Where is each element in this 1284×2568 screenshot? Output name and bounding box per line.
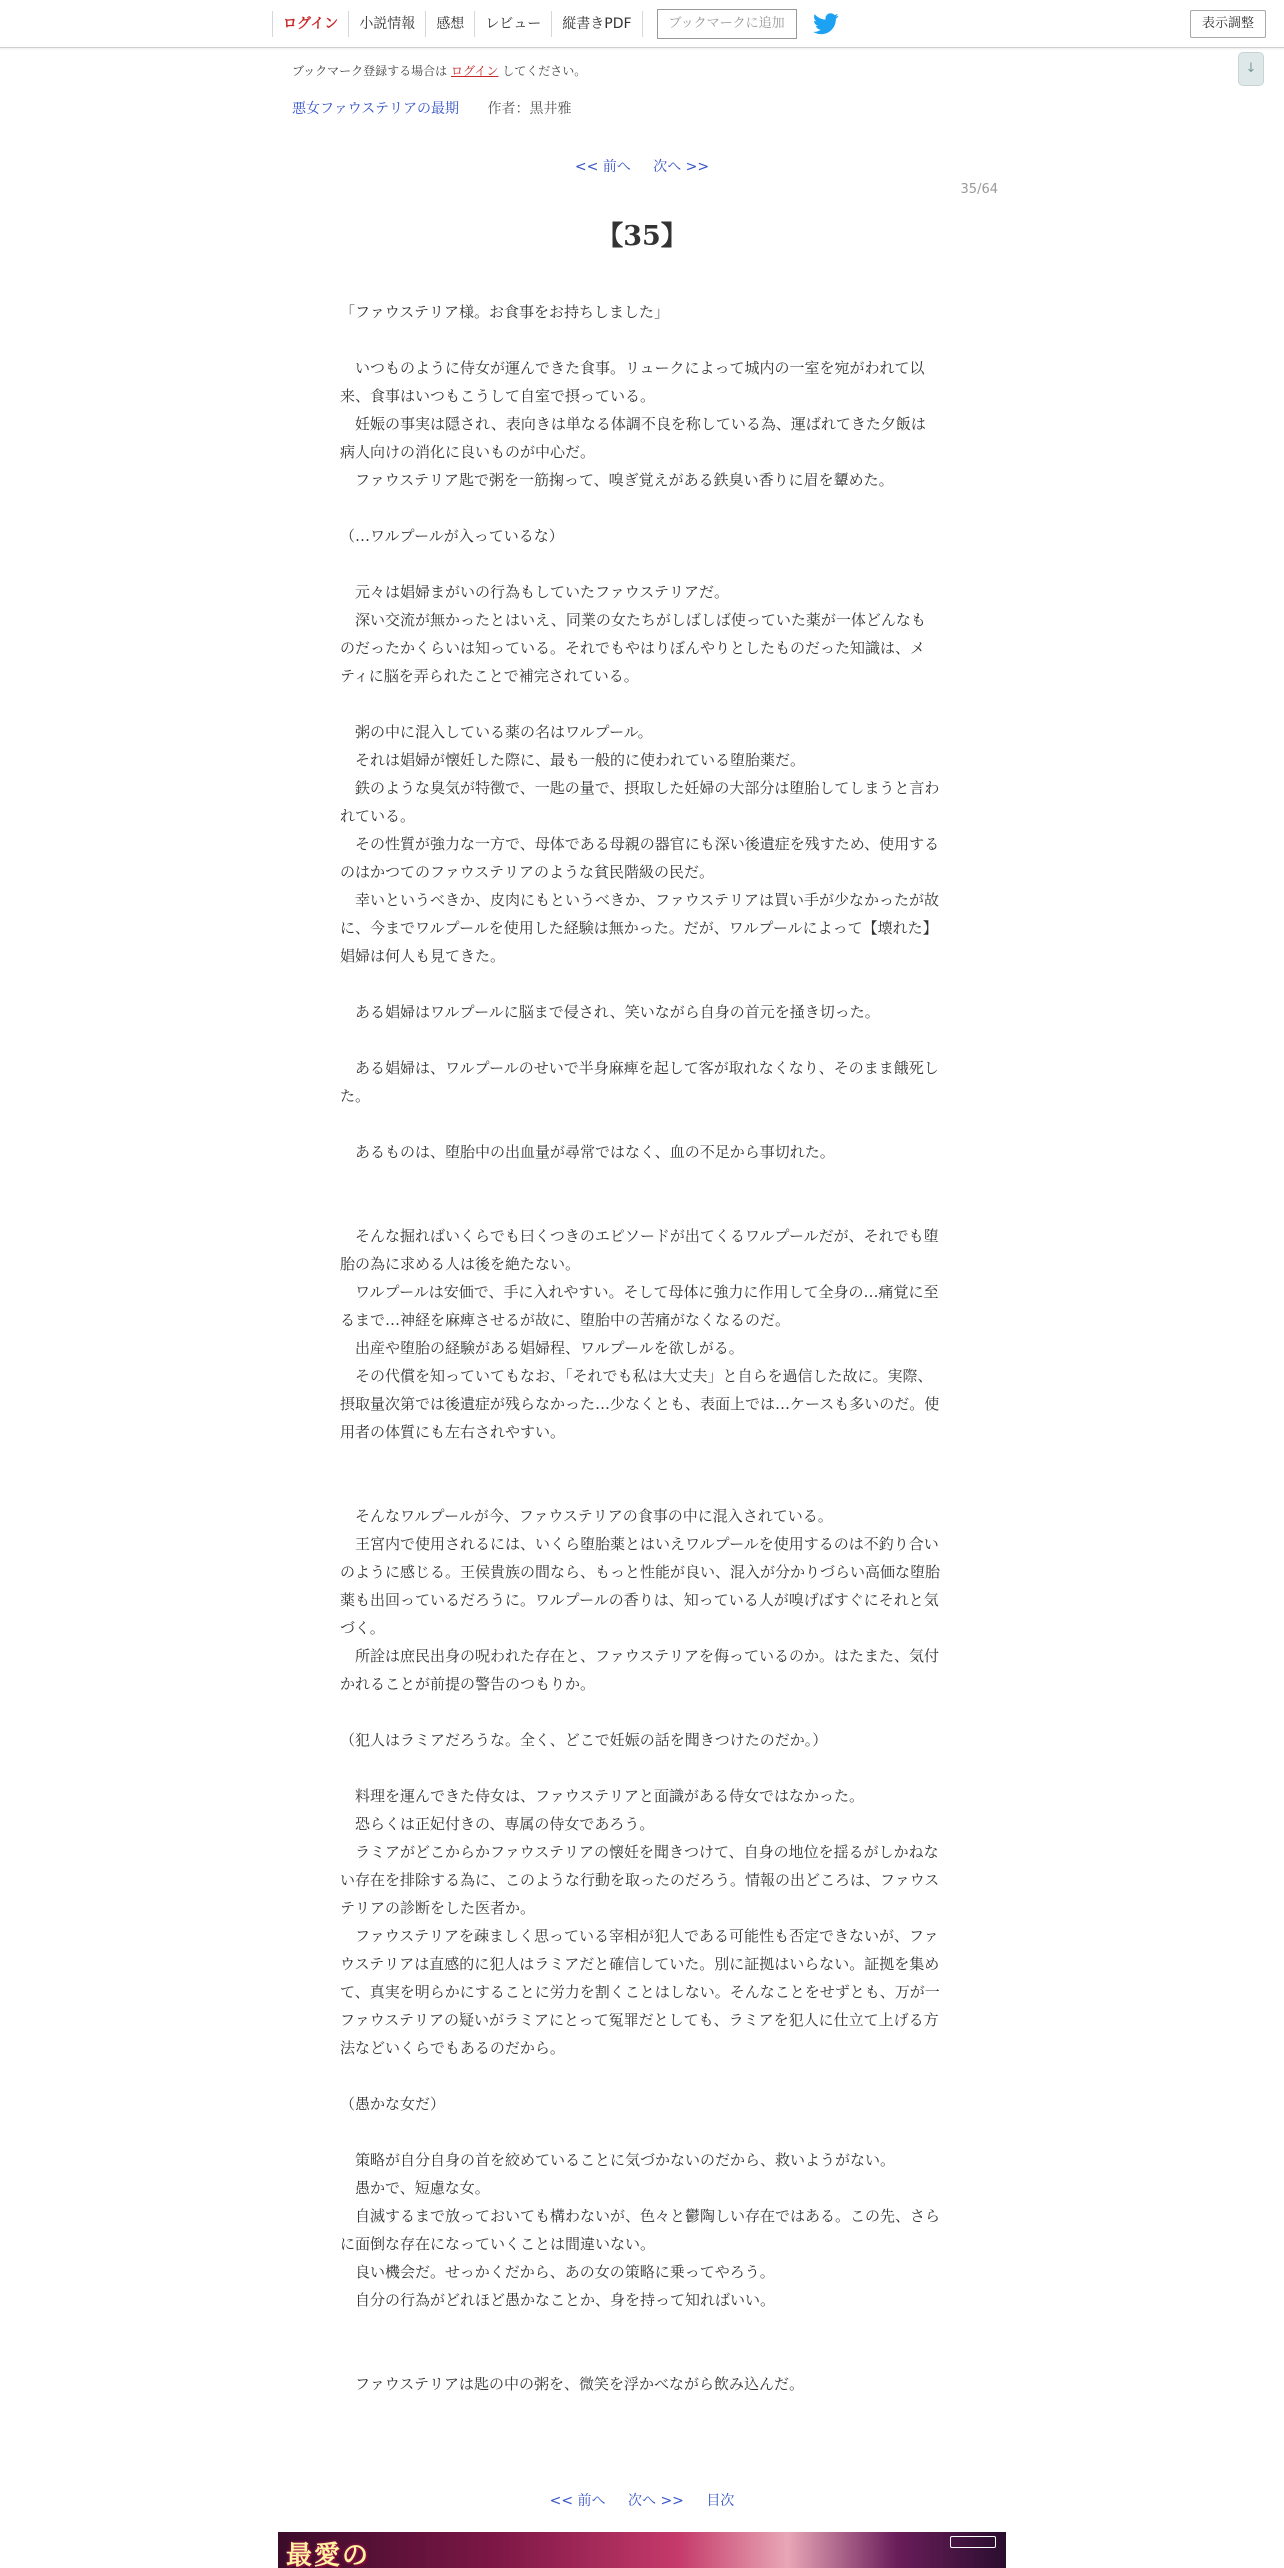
- impressions-link[interactable]: 感想: [425, 11, 474, 37]
- body-line: 愚かで、短慮な女。: [340, 2179, 490, 2197]
- body-line: 幸いというべきか、皮肉にもというべきか、ファウステリアは買い手が少なかったが故に、今までワルプールを使用した経験は無かった。だが、ワルプールによって【壊れた】娼婦は何人も見てきた。: [340, 891, 939, 965]
- vertical-pdf-link[interactable]: 縦書きPDF: [551, 11, 642, 37]
- top-nav-bar: [0, 0, 1284, 48]
- scroll-down-tab[interactable]: ↓: [1238, 52, 1264, 86]
- body-line: [340, 1166, 940, 1194]
- body-line: 元々は娼婦まがいの行為もしていたファウステリアだ。: [340, 583, 729, 601]
- body-line: あるものは、堕胎中の出血量が尋常ではなく、血の不足から事切れた。: [340, 1143, 835, 1161]
- body-line: 所詮は庶民出身の呪われた存在と、ファウステリアを侮っているのか。はたまた、気付かれることが前提の警告のつもりか。: [340, 1647, 939, 1693]
- login-link[interactable]: ログイン: [272, 11, 348, 37]
- prev-page-link-bottom[interactable]: << 前へ: [549, 2493, 606, 2509]
- body-line: [340, 690, 940, 718]
- body-line: 「ファウステリア様。お食事をお持ちしました」: [340, 303, 669, 321]
- body-line: それは娼婦が懐妊した際に、最も一般的に使われている堕胎薬だ。: [340, 751, 806, 769]
- body-line: 深い交流が無かったとはいえ、同業の女たちがしばしば使っていた薬が一体どんなものだったかくらいは知っている。それでもやはりぼんやりとしたものだった知識は、メティに脳を弄られたことで補完されている。: [340, 611, 926, 685]
- body-line: [340, 1474, 940, 1502]
- body-line: 料理を運んできた侍女は、ファウステリアと面識がある侍女ではなかった。: [340, 1787, 864, 1805]
- pager-bottom: [0, 2490, 1284, 2510]
- body-line: 自分の行為がどれほど愚かなことか、身を持って知ればいい。: [340, 2291, 776, 2309]
- body-line: ある娼婦はワルプールに脳まで侵され、笑いながら自身の首元を掻き切った。: [340, 1003, 880, 1021]
- body-line: ラミアがどこからかファウステリアの懐妊を聞きつけて、自身の地位を揺るがしかねない存在を排除する為に、このような行動を取ったのだろう。情報の出どころは、ファウステリアの診断をした医者か。: [340, 1843, 940, 1917]
- chapter-title: 【35】: [596, 221, 688, 252]
- bookmark-login-note: [292, 62, 586, 79]
- body-line: （愚かな女だ）: [340, 2095, 446, 2113]
- body-line: （…ワルプールが入っているな）: [340, 527, 564, 545]
- bookmark-add-button[interactable]: ブックマークに追加: [657, 9, 797, 39]
- body-line: その性質が強力な一方で、母体である母親の器官にも深い後遺症を残すため、使用するのはかつてのファウステリアのような貧民階級の民だ。: [340, 835, 940, 881]
- body-line: ワルプールは安価で、手に入れやすい。そして母体に強力に作用して全身の…痛覚に至るまで…神経を麻痺させるが故に、堕胎中の苦痛がなくなるのだ。: [340, 1283, 939, 1329]
- body-line: 策略が自分自身の首を絞めていることに気づかないのだから、救いようがない。: [340, 2151, 896, 2169]
- body-line: [340, 326, 940, 354]
- body-line: [340, 550, 940, 578]
- body-line: ある娼婦は、ワルプールのせいで半身麻痺を起して客が取れなくなり、そのまま餓死した。: [340, 1059, 939, 1105]
- login-note-suffix: してください。: [502, 64, 587, 78]
- body-line: [340, 2314, 940, 2342]
- body-line: [340, 1754, 940, 1782]
- body-line: [340, 2342, 940, 2370]
- body-line: [340, 1110, 940, 1138]
- body-line: 良い機会だ。せっかくだから、あの女の策略に乗ってやろう。: [340, 2263, 775, 2281]
- toc-link[interactable]: 目次: [706, 2493, 735, 2509]
- body-line: 自滅するまで放っておいても構わないが、色々と鬱陶しい存在ではある。この先、さらに面倒な存在になっていくことは間違いない。: [340, 2207, 941, 2253]
- login-note-link[interactable]: ログイン: [451, 64, 499, 78]
- body-line: そんなワルプールが今、ファウステリアの食事の中に混入されている。: [340, 1507, 833, 1525]
- review-link[interactable]: レビュー: [474, 11, 551, 37]
- novel-body: [340, 298, 940, 2398]
- body-line: [340, 1194, 940, 1222]
- body-line: [340, 970, 940, 998]
- ad-banner[interactable]: [278, 2532, 1006, 2568]
- body-line: 出産や堕胎の経験がある娼婦程、ワルプールを欲しがる。: [340, 1339, 744, 1357]
- body-line: （犯人はラミアだろうな。全く、どこで妊娠の話を聞きつけたのだか。）: [340, 1731, 828, 1749]
- body-line: [340, 494, 940, 522]
- next-page-link[interactable]: 次へ >>: [653, 159, 710, 175]
- body-line: 粥の中に混入している薬の名はワルプール。: [340, 723, 653, 741]
- body-line: [340, 2118, 940, 2146]
- next-page-link-bottom[interactable]: 次へ >>: [628, 2493, 684, 2509]
- body-line: いつものように侍女が運んできた食事。リュークによって城内の一室を宛がわれて以来、食事はいつもこうして自室で摂っている。: [340, 359, 925, 405]
- body-line: 恐らくは正妃付きの、専属の侍女であろう。: [340, 1815, 655, 1833]
- body-line: [340, 1698, 940, 1726]
- login-note-prefix: ブックマーク登録する場合は: [292, 64, 448, 78]
- twitter-bird-icon[interactable]: [813, 13, 839, 35]
- body-line: 王宮内で使用されるには、いくら堕胎薬とはいえワルプールを使用するのは不釣り合いのように感じる。王侯貴族の間なら、もっと性能が良い、混入が分かりづらい高価な堕胎薬も出回っているだろうに。ワルプールの香りは、知っている人が嗅げばすぐにそれと気づく。: [340, 1535, 941, 1637]
- banner-text: 最愛の: [286, 2541, 371, 2568]
- body-line: その代償を知っていてもなお、「それでも私は大丈夫」と自らを過信した故に。実際、摂取量次第では後遺症が残らなかった…少なくとも、表面上では…ケースも多いのだ。使用者の体質にも左右されやすい。: [340, 1367, 940, 1441]
- page-count: 35/64: [960, 182, 998, 197]
- body-line: [340, 1026, 940, 1054]
- banner-logo-badge: [950, 2536, 996, 2548]
- novel-title-link[interactable]: 悪女ファウステリアの最期: [292, 101, 460, 117]
- author-label: 作者：黒井雅: [487, 101, 572, 117]
- nav-links: [272, 0, 839, 48]
- body-line: ファウステリアを疎ましく思っている宰相が犯人である可能性も否定できないが、ファウステリアは直感的に犯人はラミアだと確信していた。別に証拠はいらない。証拠を集めて、真実を明らかにすることに労力を割くことはしない。そんなことをせずとも、万が一ファウステリアの疑いがラミアにとって冤罪だとしても、ラミアを犯人に仕立て上げる方法などいくらでもあるのだから。: [340, 1927, 940, 2057]
- novel-info-link[interactable]: 小説情報: [348, 11, 425, 37]
- novel-info: [292, 98, 571, 118]
- body-line: 鉄のような臭気が特徴で、一匙の量で、摂取した妊婦の大部分は堕胎してしまうと言われている。: [340, 779, 940, 825]
- body-line: 妊娠の事実は隠され、表向きは単なる体調不良を称している為、運ばれてきた夕飯は病人向けの消化に良いものが中心だ。: [340, 415, 926, 461]
- body-line: ファウステリア匙で粥を一筋掬って、嗅ぎ覚えがある鉄臭い香りに眉を顰めた。: [340, 471, 894, 489]
- body-line: [340, 1446, 940, 1474]
- body-line: そんな掘ればいくらでも曰くつきのエピソードが出てくるワルプールだが、それでも堕胎の為に求める人は後を絶たない。: [340, 1227, 939, 1273]
- display-settings-button[interactable]: 表示調整: [1190, 10, 1266, 38]
- prev-page-link[interactable]: << 前へ: [574, 159, 631, 175]
- pager-top: [0, 156, 1284, 176]
- body-line: [340, 2062, 940, 2090]
- body-line: ファウステリアは匙の中の粥を、微笑を浮かべながら飲み込んだ。: [340, 2375, 804, 2393]
